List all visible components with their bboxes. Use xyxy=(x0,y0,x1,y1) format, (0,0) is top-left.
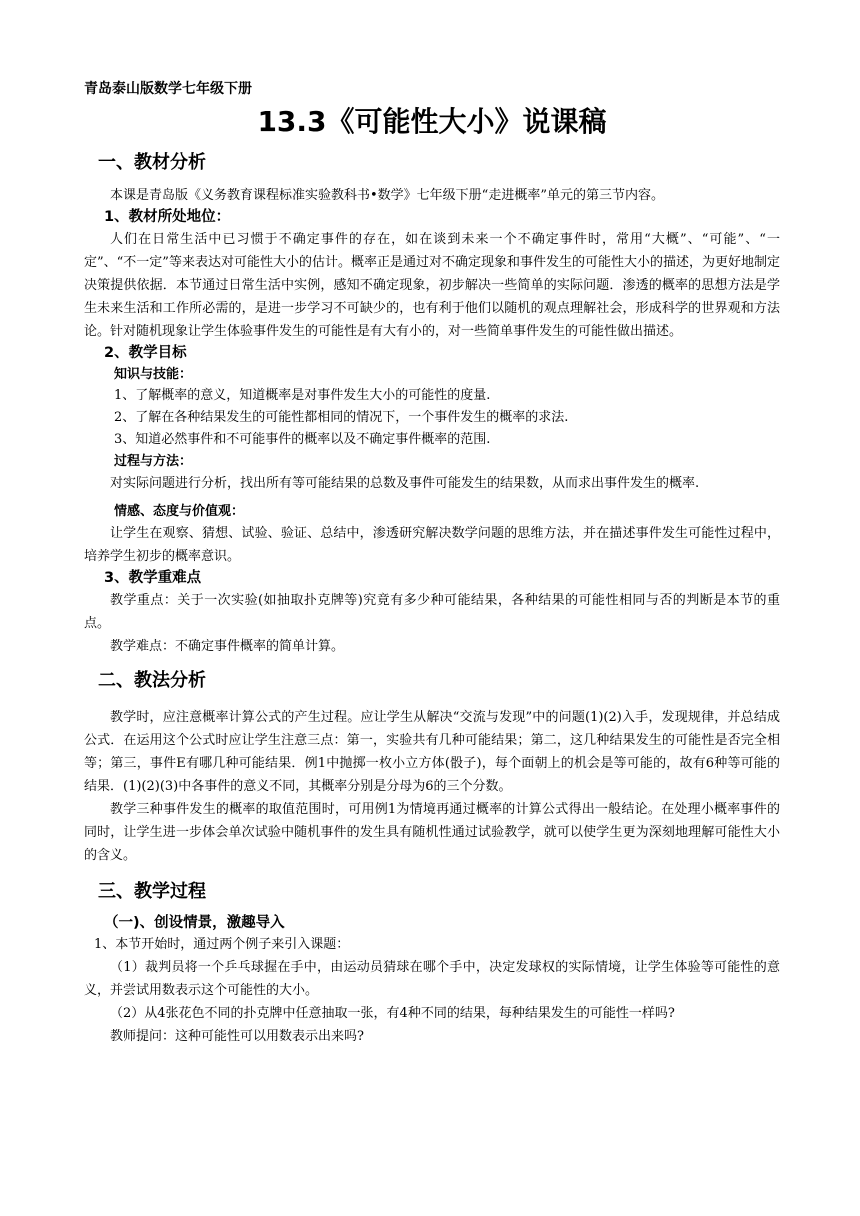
label-process-methods: 过程与方法： xyxy=(114,454,193,469)
paragraph-teaching-difficulty: 教学难点：不确定事件概率的简单计算。 xyxy=(110,639,345,654)
section-heading-teaching-process: 三、教学过程 xyxy=(98,881,206,902)
textbook-label: 青岛泰山版数学七年级下册 xyxy=(84,81,252,97)
goal-item-1: 1、了解概率的意义，知道概率是对事件发生大小的可能性的度量. xyxy=(114,388,491,403)
paragraph-intro: 本课是青岛版《义务教育课程标准实验教科书•数学》七年级下册“走进概率”单元的第三节内容。 xyxy=(110,188,664,203)
subheading-key-points: 3、教学重难点 xyxy=(104,570,202,586)
section-heading-material-analysis: 一、教材分析 xyxy=(98,152,206,173)
goal-item-2: 2、了解在各种结果发生的可能性都相同的情况下，一个事件发生的概率的求法. xyxy=(114,410,569,425)
label-knowledge-skills: 知识与技能： xyxy=(114,367,193,382)
paragraph-material-position: 人们在日常生活中已习惯于不确定事件的存在，如在谈到未来一个不确定事件时，常用“大概”、“可能”、“一定”、“不一定”等来表达对可能性大小的估计。概率正是通过对不确定现象和事件发生的可能性大小的描述，为更好地制定决策提供依据．本节通过日常生活中实例，感知不确定现象，初步解决一些简单的实际问题．渗透的概率的思想方法是学生未来生活和工作所必需的，是进一步学习不可缺少的，也有利于他们以随机的观点理解社会，形成科学的世界观和方法论。针对随机现象让学生体验事件发生的可能性是有大有小的，对一些简单事件发生的可能性做出描述。 xyxy=(84,232,780,339)
paragraph-example-1: （1）裁判员将一个乒乓球握在手中，由运动员猜球在哪个手中，决定发球权的实际情境，让学生体验等可能性的意义，并尝试用数表示这个可能性的大小。 xyxy=(84,960,780,998)
paragraph-method-1: 教学时，应注意概率计算公式的产生过程。应让学生从解决“交流与发现”中的问题(1)(2)入手，发现规律，并总结成公式．在运用这个公式时应让学生注意三点：第一，实验共有几种可能结果；第二，这几种结果发生的可能性是否完全相等；第三，事件E有哪几种可能结果．例1中抛掷一枚小立方体(骰子)，每个面朝上的机会是等可能的，故有6种等可能的结果．(1)(2)(3)中各事件的意义不同，其概率分别是分母为6的三个分数。 xyxy=(84,710,780,794)
section-heading-method-analysis: 二、教法分析 xyxy=(98,670,206,691)
paragraph-teacher-question: 教师提问：这种可能性可以用数表示出来吗? xyxy=(110,1029,364,1044)
process-line-1: 1、本节开始时，通过两个例子来引入课题： xyxy=(94,937,350,952)
paragraph-example-2: （2）从4张花色不同的扑克牌中任意抽取一张，有4种不同的结果，每种结果发生的可能性一样吗? xyxy=(110,1006,675,1021)
paragraph-process-methods: 对实际问题进行分析，找出所有等可能结果的总数及事件可能发生的结果数，从而求出事件发生的概率. xyxy=(110,476,700,491)
subheading-material-position: 1、教材所处地位： xyxy=(104,209,231,225)
goal-item-3: 3、知道必然事件和不可能事件的概率以及不确定事件概率的范围. xyxy=(114,432,491,447)
paragraph-emotion-values: 让学生在观察、猜想、试验、验证、总结中，渗透研究解决数学问题的思维方法，并在描述事件发生可能性过程中，培养学生初步的概率意识。 xyxy=(84,526,780,564)
paragraph-teaching-focus: 教学重点：关于一次实验(如抽取扑克牌等)究竟有多少种可能结果，各种结果的可能性相同与否的判断是本节的重点。 xyxy=(84,593,780,631)
document-title: 13.3《可能性大小》说课稿 xyxy=(257,105,607,138)
subheading-scenario-intro: （一)、创设情景，激趣导入 xyxy=(104,915,285,931)
paragraph-method-2: 教学三种事件发生的概率的取值范围时，可用例1为情境再通过概率的计算公式得出一般结论。在处理小概率事件的同时，让学生进一步体会单次试验中随机事件的发生具有随机性通过试验教学，就可以使学生更为深刻地理解可能性大小的含义。 xyxy=(84,802,780,863)
label-emotion-values: 情感、态度与价值观： xyxy=(114,504,245,519)
document-page xyxy=(84,78,780,1048)
subheading-teaching-goals: 2、教学目标 xyxy=(104,345,187,361)
